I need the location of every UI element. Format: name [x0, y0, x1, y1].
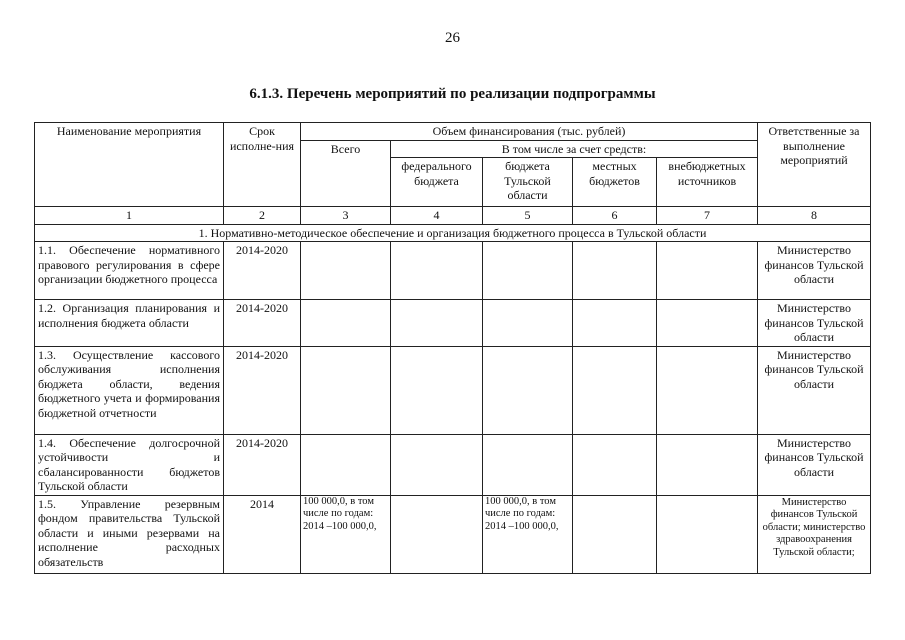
column-number: 7	[657, 207, 758, 225]
column-number: 8	[758, 207, 871, 225]
header-responsible: Ответственные за выполнение мероприятий	[758, 123, 871, 207]
header-row-1	[35, 123, 871, 141]
header-term: Срок исполне-ния	[224, 123, 301, 207]
event-term: 2014-2020	[224, 346, 301, 434]
page-number: 26	[445, 30, 460, 46]
column-number: 1	[35, 207, 224, 225]
column-number: 3	[301, 207, 391, 225]
table-row	[35, 242, 871, 300]
event-federal	[391, 434, 483, 495]
event-total	[301, 346, 391, 434]
event-federal	[391, 242, 483, 300]
header-total: Всего	[301, 140, 391, 207]
event-total: 100 000,0, в том числе по годам: 2014 –100 000,0,	[301, 495, 391, 573]
events-table	[34, 122, 871, 574]
header-extra: внебюджетных источников	[657, 158, 758, 207]
event-name: 1.3. Осуществление кассового обслуживания исполнения бюджета области, ведения бюджетного учета и формирования бюджетной отчетности	[35, 346, 224, 434]
column-number: 6	[573, 207, 657, 225]
event-extra	[657, 242, 758, 300]
event-regional: 100 000,0, в том числе по годам: 2014 –100 000,0,	[483, 495, 573, 573]
column-number-row	[35, 207, 871, 225]
event-federal	[391, 495, 483, 573]
table-row	[35, 434, 871, 495]
event-responsible: Министерство финансов Тульской области	[758, 242, 871, 300]
section-row	[35, 224, 871, 242]
event-term: 2014-2020	[224, 434, 301, 495]
event-responsible: Министерство финансов Тульской области	[758, 434, 871, 495]
table-row	[35, 300, 871, 347]
event-local	[573, 495, 657, 573]
event-local	[573, 434, 657, 495]
document-title: 6.1.3. Перечень мероприятий по реализации подпрограммы	[249, 86, 656, 102]
event-term: 2014-2020	[224, 242, 301, 300]
event-regional	[483, 434, 573, 495]
event-extra	[657, 300, 758, 347]
header-including: В том числе за счет средств:	[391, 140, 758, 158]
event-total	[301, 242, 391, 300]
event-extra	[657, 495, 758, 573]
table-row	[35, 495, 871, 573]
event-regional	[483, 242, 573, 300]
column-number: 4	[391, 207, 483, 225]
header-local: местных бюджетов	[573, 158, 657, 207]
event-responsible: Министерство финансов Тульской области	[758, 300, 871, 347]
event-regional	[483, 300, 573, 347]
event-extra	[657, 346, 758, 434]
event-extra	[657, 434, 758, 495]
table-row	[35, 346, 871, 434]
column-number: 2	[224, 207, 301, 225]
header-funding: Объем финансирования (тыс. рублей)	[301, 123, 758, 141]
event-name: 1.1. Обеспечение нормативного правового регулирования в сфере организации бюджетного процесса	[35, 242, 224, 300]
event-name: 1.4. Обеспечение долгосрочной устойчивости и сбалансированности бюджетов Тульской области	[35, 434, 224, 495]
column-number: 5	[483, 207, 573, 225]
event-responsible: Министерство финансов Тульской области; министерство здравоохранения Тульской области;	[758, 495, 871, 573]
event-term: 2014	[224, 495, 301, 573]
event-local	[573, 300, 657, 347]
event-name: 1.2. Организация планирования и исполнения бюджета области	[35, 300, 224, 347]
event-responsible: Министерство финансов Тульской области	[758, 346, 871, 434]
event-federal	[391, 300, 483, 347]
event-name: 1.5. Управление резервным фондом правительства Тульской области и иными резервами на исполнение расходных обязательств	[35, 495, 224, 573]
event-total	[301, 300, 391, 347]
event-local	[573, 346, 657, 434]
event-total	[301, 434, 391, 495]
header-regional: бюджета Тульской области	[483, 158, 573, 207]
event-regional	[483, 346, 573, 434]
section-heading: 1. Нормативно-методическое обеспечение и организация бюджетного процесса в Тульской области	[35, 224, 871, 242]
event-federal	[391, 346, 483, 434]
event-local	[573, 242, 657, 300]
event-term: 2014-2020	[224, 300, 301, 347]
header-name: Наименование мероприятия	[35, 123, 224, 207]
header-federal: федерального бюджета	[391, 158, 483, 207]
